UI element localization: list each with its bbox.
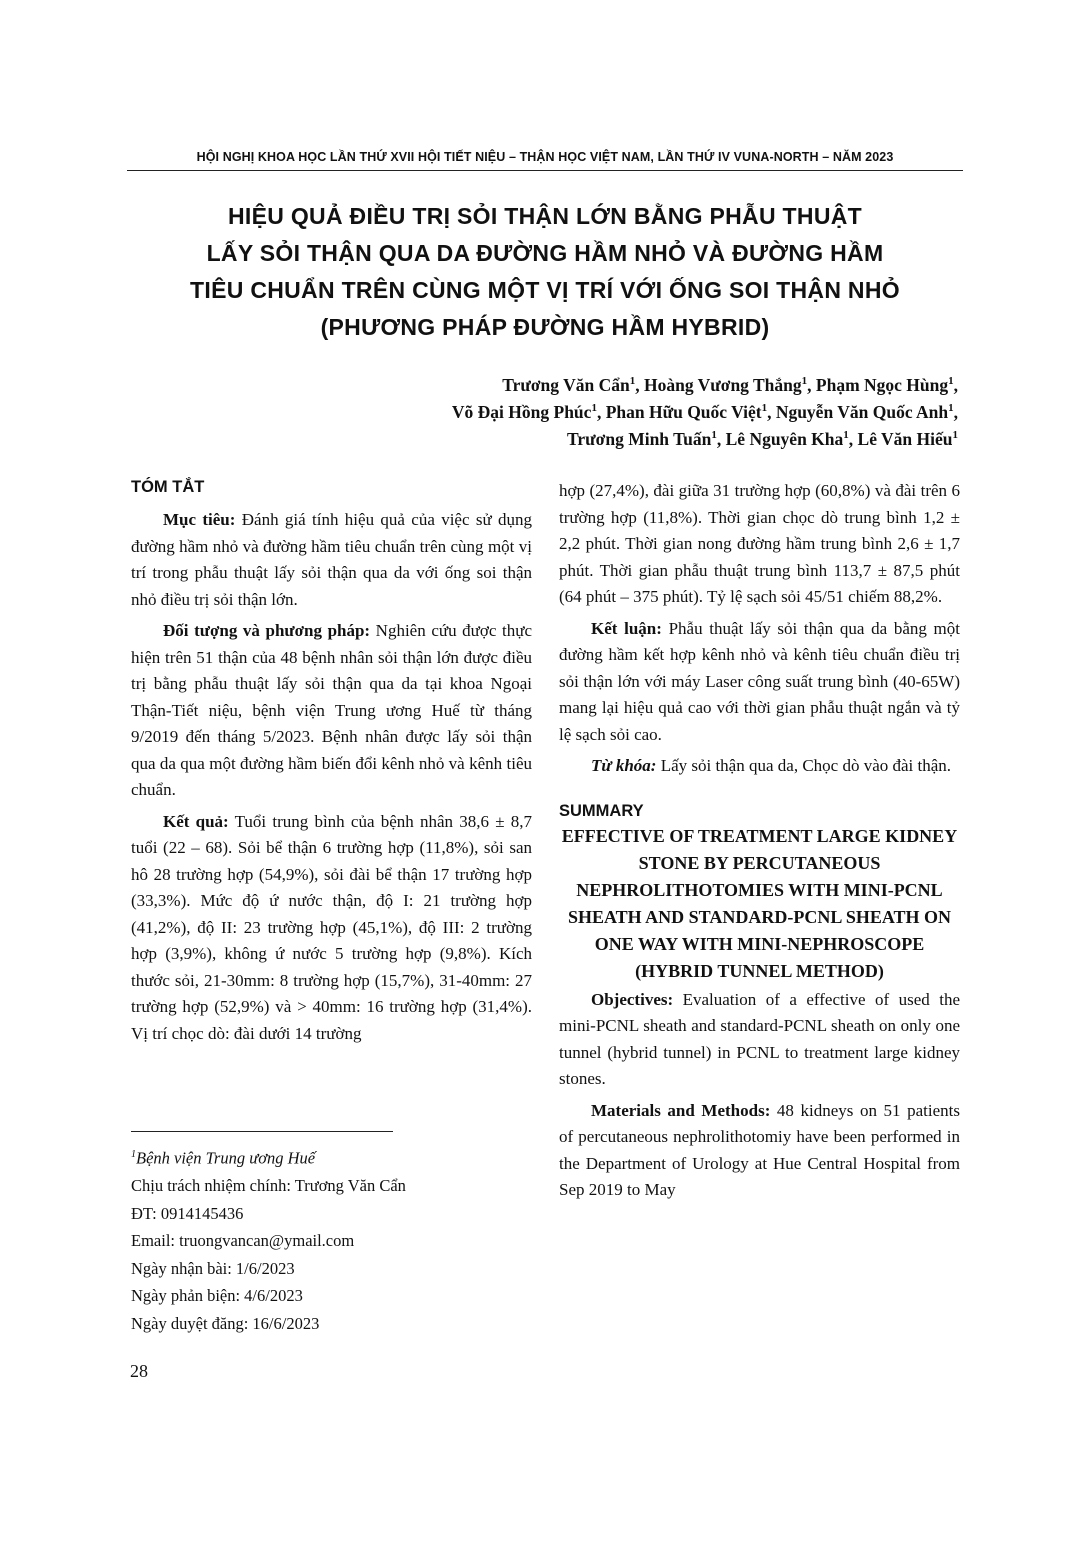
header-rule xyxy=(127,170,963,171)
objective-text: Đánh giá tính hiệu quả của việc sử dụng đường hầm nhỏ và đường hầm tiêu chuẩn trên cùng một vị trí trong phẫu thuật lấy sỏi thận qua da với ống soi thận nhỏ điều trị sỏi thận lớn. xyxy=(131,510,533,609)
footnote-line: Ngày phản biện: 4/6/2023 xyxy=(131,1286,303,1306)
page-number: 28 xyxy=(130,1361,148,1381)
results-text: Tuổi trung bình của bệnh nhân 38,6 ± 8,7 tuổi (22 – 68). Sỏi bể thận 6 trường hợp (11,8%), sỏi san hô 28 trường hợp (54,9%), sỏi đài bể thận 17 trường hợp (33,3%). Mức độ ứ nước thận, độ I: 21 trường hợp (41,2%), độ II: 23 trường hợp (45,1%), độ III: 2 trường hợp (3,9%), không ứ nước 5 trường hợp (9,8%). Kích thước sỏi, 21-30mm: 8 trường hợp (15,7%), 31-40mm: 27 trường hợp (52,9%) và > 40mm: 16 trường hợp (31,4%). Vị trí chọc dò: đài dưới 14 trường xyxy=(131,811,532,1043)
author-list xyxy=(258,372,958,453)
title-line: LẤY SỎI THẬN QUA DA ĐƯỜNG HẦM NHỎ VÀ ĐƯỜNG HẦM xyxy=(206,240,884,266)
summary-title: EFFECTIVE OF TREATMENT LARGE KIDNEY STONE BY PERCUTANEOUS NEPHROLITHOTOMIES WITH MINI-PCNL SHEATH AND STANDARD-PCNL SHEATH ON ONE WAY WITH MINI-NEPHROSCOPE (HYBRID TUNNEL METHOD) xyxy=(561,825,958,981)
conclusion-label: Kết luận: xyxy=(591,618,662,638)
author-affiliation-mark: 1 xyxy=(948,375,954,388)
footnote-line: Ngày nhận bài: 1/6/2023 xyxy=(131,1258,295,1278)
author-name: Võ Đại Hồng Phúc xyxy=(451,402,592,422)
footnote-line: ĐT: 0914145436 xyxy=(131,1203,244,1223)
author-line xyxy=(258,399,958,426)
author-name: Trương Minh Tuấn xyxy=(567,429,712,449)
author-separator: , xyxy=(716,429,726,449)
footnote xyxy=(131,1141,531,1338)
conclusion-paragraph xyxy=(559,616,960,749)
author-name: Lê Nguyên Kha xyxy=(725,429,844,449)
keywords-text: Lấy sỏi thận qua da, Chọc dò vào đài thận. xyxy=(656,756,952,775)
conclusion-text: Phẫu thuật lấy sỏi thận qua da bằng một đường hầm kết hợp kênh nhỏ và kênh tiêu chuẩn điều trị sỏi thận lớn với máy Laser công suất trung bình (40-65W) mang lại hiệu quả cao với thời gian phẫu thuật ngắn và tỷ lệ sạch sỏi cao. xyxy=(559,618,960,744)
author-affiliation-mark: 1 xyxy=(629,375,636,388)
title-line: TIÊU CHUẨN TRÊN CÙNG MỘT VỊ TRÍ VỚI ỐNG SOI THẬN NHỎ xyxy=(190,277,900,303)
author-affiliation-mark: 1 xyxy=(801,375,808,388)
author-separator: , xyxy=(635,375,644,395)
footnote-affiliation: $^1$Bệnh viện Trung ương Huế xyxy=(131,1148,316,1168)
results-paragraph xyxy=(131,809,532,1048)
methods-en-text: 48 kidneys on 51 patients of percutaneous nephrolithotomiy have been performed in the Department of Urology at Hue Central Hospital from Sep 2019 to May xyxy=(559,1100,960,1199)
author-affiliation-mark: 1 xyxy=(952,429,958,442)
objective-paragraph xyxy=(131,507,532,613)
keywords-paragraph xyxy=(559,753,960,780)
abstract-heading-vi: TÓM TẮT xyxy=(131,478,205,496)
left-column xyxy=(131,478,532,1052)
results-continued: hợp (27,4%), đài giữa 31 trường hợp (60,8%) và đài trên 6 trường hợp (11,8%). Thời gian chọc dò trung bình 1,2 ± 2,2 phút. Thời gian nong đường hầm trung bình 2,6 ± 1,7 phút. Thời gian phẫu thuật trung bình 113,7 ± 87,5 phút (64 phút – 375 phút). Tỷ lệ sạch sỏi 45/51 chiếm 88,2%. xyxy=(559,481,960,606)
author-separator: , xyxy=(848,429,858,449)
author-affiliation-mark: 1 xyxy=(711,429,717,442)
author-separator: , xyxy=(807,375,816,395)
author-name: Nguyễn Văn Quốc Anh xyxy=(775,402,949,422)
author-name: Phan Hữu Quốc Việt xyxy=(605,402,762,422)
author-name: Trương Văn Cẩn xyxy=(502,375,630,395)
title-line: HIỆU QUẢ ĐIỀU TRỊ SỎI THẬN LỚN BẰNG PHẪU THUẬT xyxy=(228,203,862,229)
author-separator: , xyxy=(596,402,606,422)
footnote-line: Ngày duyệt đăng: 16/6/2023 xyxy=(131,1314,320,1334)
objective-label: Mục tiêu: xyxy=(163,510,236,529)
title-line: (PHƯƠNG PHÁP ĐƯỜNG HẦM HYBRID) xyxy=(320,314,770,340)
methods-en-label: Materials and Methods: xyxy=(591,1100,771,1120)
objectives-en-paragraph xyxy=(559,987,960,1093)
results-label: Kết quả: xyxy=(163,811,229,831)
author-line xyxy=(258,426,958,453)
author-affiliation-mark: 1 xyxy=(591,402,597,415)
running-header: HỘI NGHỊ KHOA HỌC LẦN THỨ XVII HỘI TIẾT NIỆU – THẬN HỌC VIỆT NAM, LẦN THỨ IV VUNA-NORTH – NĂM 2023 xyxy=(196,150,894,164)
methods-en-paragraph xyxy=(559,1098,960,1204)
methods-label: Đối tượng và phương pháp: xyxy=(163,621,371,640)
objectives-en-label: Objectives: xyxy=(591,989,674,1009)
summary-heading: SUMMARY xyxy=(559,801,644,820)
author-affiliation-mark: 1 xyxy=(948,402,954,415)
footnote-line: Email: truongvancan@ymail.com xyxy=(131,1231,355,1251)
author-separator: , xyxy=(953,375,958,395)
keywords-label: Từ khóa: xyxy=(591,756,657,775)
author-affiliation-mark: 1 xyxy=(761,402,768,415)
author-line xyxy=(258,372,958,399)
author-separator: , xyxy=(953,402,958,422)
article-title xyxy=(140,198,950,346)
footnote-line: Chịu trách nhiệm chính: Trương Văn Cẩn xyxy=(131,1176,406,1196)
footnote-rule xyxy=(131,1131,393,1132)
author-separator: , xyxy=(767,402,776,422)
author-name: Phạm Ngọc Hùng xyxy=(815,375,949,395)
author-affiliation-mark: 1 xyxy=(843,429,849,442)
methods-paragraph xyxy=(131,618,532,804)
right-column xyxy=(559,478,960,1209)
methods-text: Nghiên cứu được thực hiện trên 51 thận của 48 bệnh nhân sỏi thận lớn được điều trị bằng phẫu thuật lấy sỏi thận qua da tại khoa Ngoại Thận-Tiết niệu, bệnh viện Trung ương Huế từ tháng 9/2019 đến tháng 5/2023. Bệnh nhân được lấy sỏi thận qua da qua một đường hầm biến đổi kênh nhỏ và kênh tiêu chuẩn. xyxy=(131,621,532,799)
objectives-en-text: Evaluation of a effective of used the mini-PCNL sheath and standard-PCNL sheath on only one tunnel (hybrid tunnel) in PCNL to treatment large kidney stones. xyxy=(559,989,960,1088)
author-name: Lê Văn Hiếu xyxy=(857,429,953,449)
author-name: Hoàng Vương Thắng xyxy=(643,375,802,395)
